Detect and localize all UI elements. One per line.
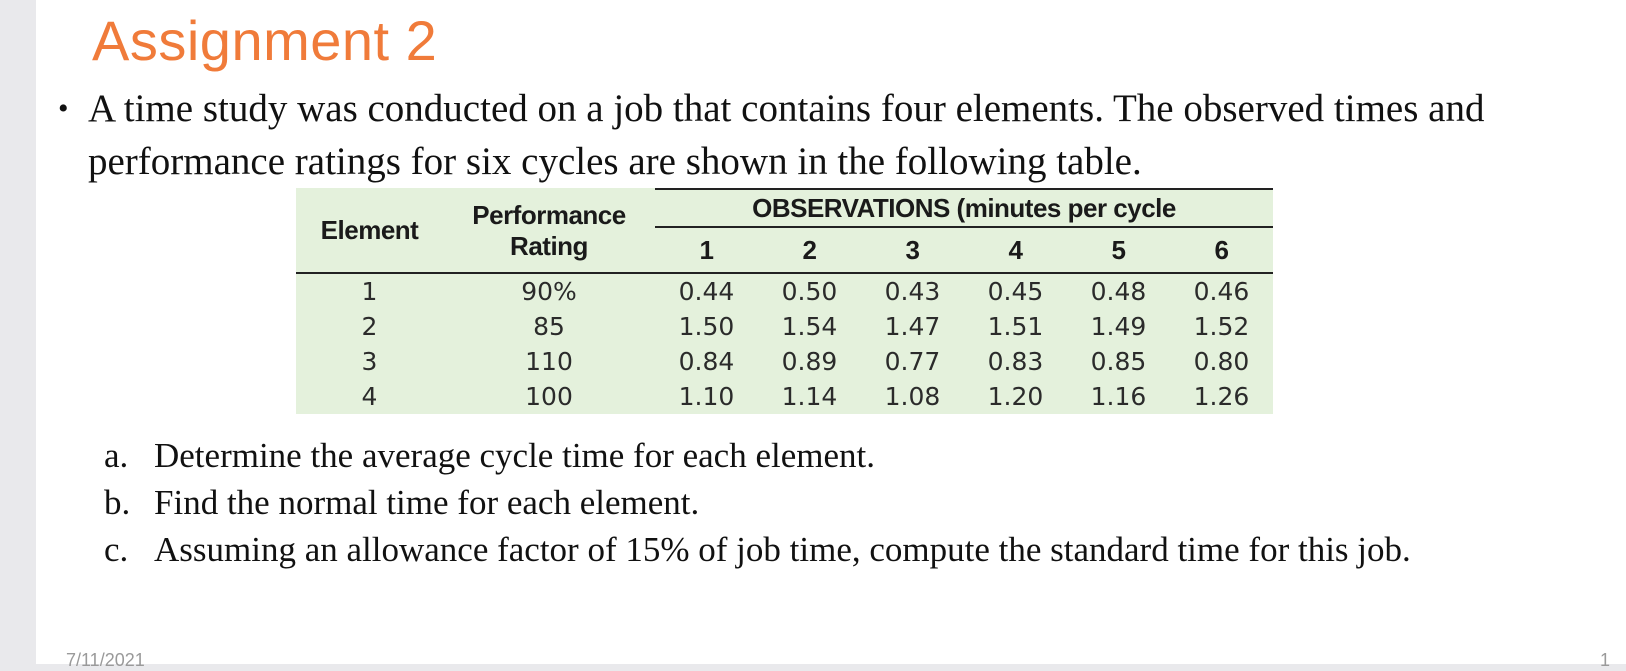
- obs-cell: 0.45: [987, 277, 1044, 306]
- bullet-dot-icon: •: [58, 92, 69, 125]
- list-item: [104, 526, 1411, 573]
- obs-cell: 0.85: [1090, 347, 1147, 376]
- bullet-text: A time study was conducted on a job that contains four elements. The observed times and performance ratings for six cycles are shown in the following table.: [88, 87, 1485, 183]
- obs-cell: 1.14: [781, 382, 838, 411]
- obs-cell: 1.20: [987, 382, 1044, 411]
- performance-header: [443, 189, 655, 273]
- table-row: [296, 379, 1273, 414]
- observations-table: [296, 188, 1273, 414]
- table-row: [296, 344, 1273, 379]
- obs-cell: 1.52: [1193, 312, 1250, 341]
- element-header: Element: [296, 189, 443, 273]
- page-number: 1: [1599, 650, 1610, 670]
- obs-cell: 1.49: [1090, 312, 1147, 341]
- slide: [36, 0, 1626, 670]
- cycle-header: 5: [1067, 227, 1170, 273]
- obs-cell: 0.80: [1193, 347, 1250, 376]
- question-list: [104, 432, 1411, 573]
- item-label: b.: [104, 483, 131, 522]
- obs-cell: 0.50: [781, 277, 838, 306]
- obs-cell: 0.46: [1193, 277, 1250, 306]
- obs-cell: 0.48: [1090, 277, 1147, 306]
- obs-cell: 1.47: [884, 312, 941, 341]
- cycle-header: 4: [964, 227, 1067, 273]
- list-item: [104, 479, 1411, 526]
- rating-cell: 110: [525, 347, 573, 376]
- item-label: c.: [104, 530, 129, 569]
- obs-cell: 0.83: [987, 347, 1044, 376]
- list-item: [104, 432, 1411, 479]
- obs-cell: 0.89: [781, 347, 838, 376]
- obs-cell: 1.50: [678, 312, 735, 341]
- obs-cell: 0.43: [884, 277, 941, 306]
- table-row: [296, 273, 1273, 309]
- cycle-header: 2: [758, 227, 861, 273]
- obs-cell: 0.77: [884, 347, 941, 376]
- element-cell: 1: [361, 277, 378, 306]
- slide-title: Assignment 2: [92, 9, 438, 72]
- element-cell: 4: [361, 382, 378, 411]
- obs-cell: 1.16: [1090, 382, 1147, 411]
- cycle-header: 6: [1170, 227, 1273, 273]
- rating-cell: 85: [533, 312, 565, 341]
- footer-date: 7/11/2021: [66, 650, 145, 670]
- rating-cell: 100: [525, 382, 573, 411]
- cycle-header: 3: [861, 227, 964, 273]
- cycle-header: 1: [655, 227, 758, 273]
- element-cell: 2: [361, 312, 378, 341]
- obs-cell: 1.51: [987, 312, 1044, 341]
- item-text: Assuming an allowance factor of 15% of job time, compute the standard time for this job.: [154, 530, 1411, 569]
- obs-cell: 1.26: [1193, 382, 1250, 411]
- obs-cell: 0.84: [678, 347, 735, 376]
- item-text: Determine the average cycle time for each element.: [154, 436, 875, 475]
- rating-cell: 90%: [521, 277, 577, 306]
- obs-cell: 1.10: [678, 382, 735, 411]
- performance-header-line2: Rating: [510, 230, 588, 261]
- item-text: Find the normal time for each element.: [154, 483, 700, 522]
- obs-cell: 1.08: [884, 382, 941, 411]
- table-row: [296, 309, 1273, 344]
- element-cell: 3: [361, 347, 378, 376]
- item-label: a.: [104, 436, 129, 475]
- obs-cell: 1.54: [781, 312, 838, 341]
- observations-header: OBSERVATIONS (minutes per cycle: [655, 189, 1273, 227]
- bullet-paragraph: [52, 82, 1612, 188]
- obs-cell: 0.44: [678, 277, 735, 306]
- performance-header-line1: Performance: [472, 199, 626, 230]
